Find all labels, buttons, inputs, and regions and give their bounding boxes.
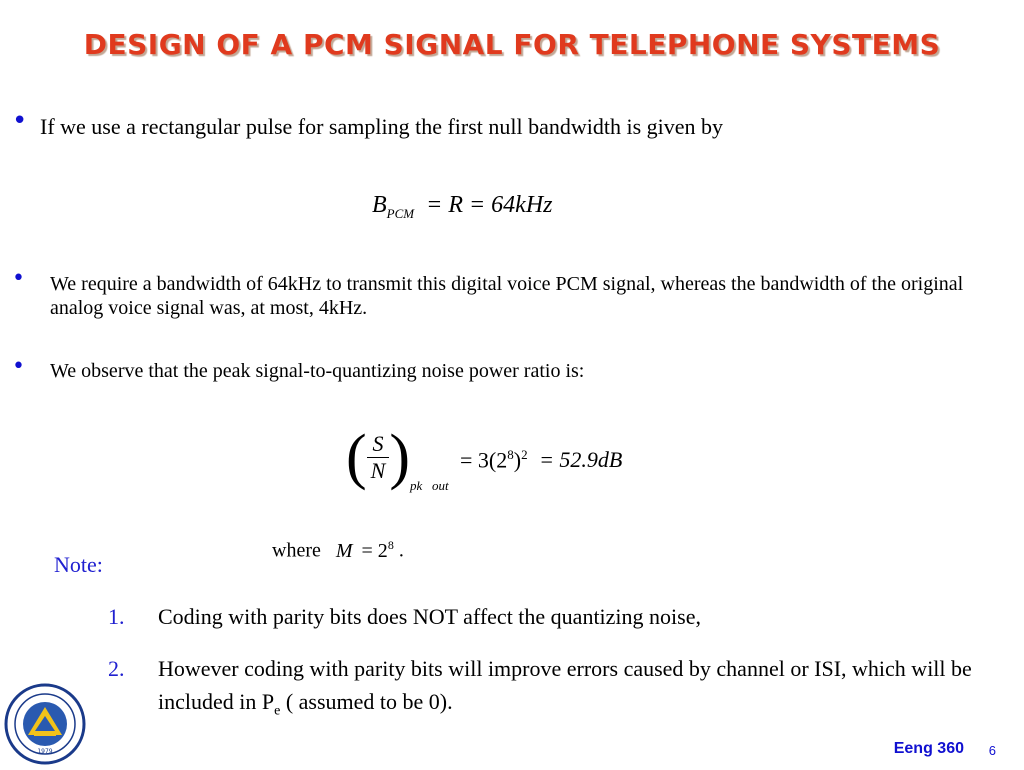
- note-item-number-2: 2.: [108, 656, 125, 681]
- note-item-2-subscript: e: [274, 703, 281, 719]
- bullet-text-3: We observe that the peak signal-to-quantizing noise power ratio is:: [50, 360, 585, 382]
- snr-exp1: 8: [507, 447, 514, 462]
- m-variable: M: [335, 539, 353, 562]
- course-label: Eeng 360: [893, 740, 964, 757]
- m-dot: .: [398, 539, 404, 562]
- page-number: 6: [988, 743, 996, 758]
- note-item-2: [158, 652, 998, 727]
- eq1-lhs: B: [372, 192, 387, 218]
- note-label: Note:: [54, 552, 103, 577]
- note-item-1: Coding with parity bits does NOT affect the quantizing noise,: [158, 604, 701, 629]
- bullet-text-1: If we use a rectangular pulse for sampling the first null bandwidth is given by: [40, 114, 724, 139]
- eq1-lhs-subscript: PCM: [386, 206, 415, 221]
- m-eq: = 2: [361, 539, 388, 562]
- slide-title: DESIGN OF A PCM SIGNAL FOR TELEPHONE SYSTEMS: [83, 28, 941, 61]
- snr-equation-rhs: [460, 447, 622, 473]
- snr-exp2: 2: [521, 447, 528, 462]
- snr-fraction: [367, 431, 390, 484]
- snr-denominator: N: [370, 457, 386, 483]
- note-item-number-1: 1.: [108, 604, 125, 629]
- university-seal-icon: [4, 683, 86, 765]
- seal-year: 1979: [37, 748, 53, 755]
- bullet-text-2: We require a bandwidth of 64kHz to transmit this digital voice PCM signal, whereas the bandwidth of the original analog voice signal was, at most, 4kHz.: [50, 273, 964, 319]
- note-item-2-text: However coding with parity bits will improve errors caused by channel or ISI, which will be included in P: [158, 656, 972, 714]
- bandwidth-equation: [372, 192, 553, 222]
- eq1-rhs: = R = 64kHz: [426, 192, 553, 218]
- note-item-2-tail: ( assumed to be 0).: [280, 689, 453, 714]
- where-equation: [272, 538, 404, 563]
- snr-equation: ( $\frac{S}{N}$ )$_{pk out}$: [346, 423, 449, 494]
- snr-subscript: pk out: [410, 478, 449, 494]
- snr-rhs: = 3(2: [460, 447, 508, 473]
- snr-close: ): [513, 447, 522, 473]
- m-exp: 8: [387, 538, 394, 552]
- snr-numerator: S: [367, 431, 390, 458]
- snr-result: = 52.9dB: [539, 447, 623, 473]
- where-word: where: [272, 539, 321, 562]
- bullet-marker-1: •: [12, 106, 28, 136]
- bullet-marker-3: •: [12, 354, 25, 379]
- bullet-marker-2: •: [12, 266, 25, 291]
